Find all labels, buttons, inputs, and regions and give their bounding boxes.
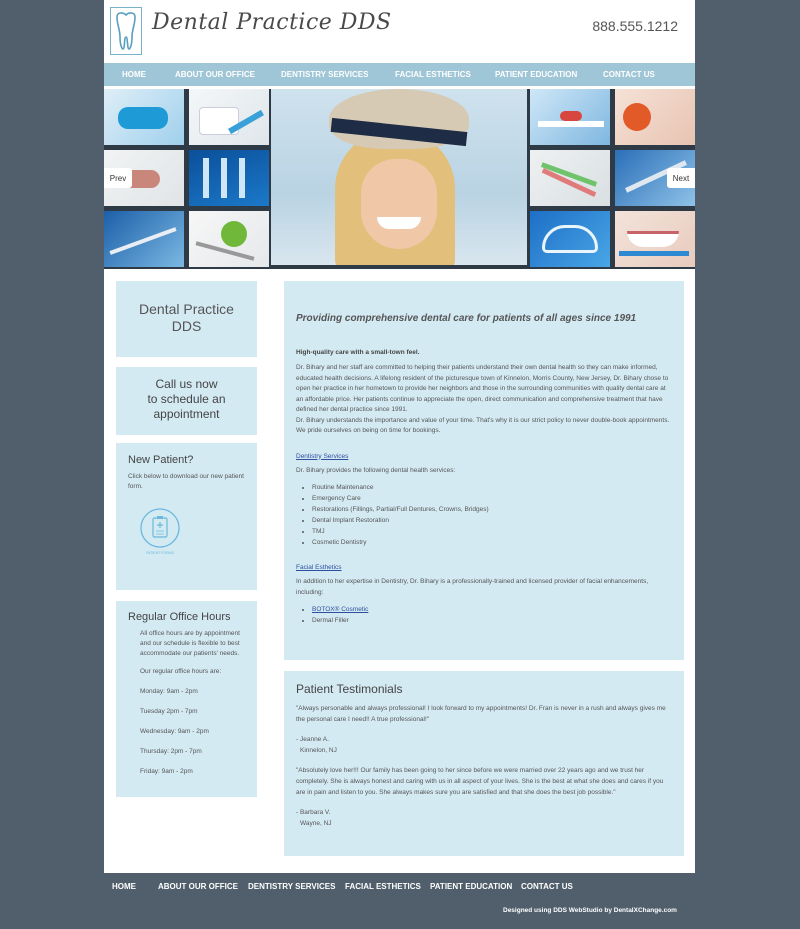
facial-intro: In addition to her expertise in Dentistry, Dr. Bihary is a professionally-trained and licensed provider of facial enhancements, including: [296, 578, 649, 596]
services-list [312, 482, 672, 548]
footer-nav-dentistry-services[interactable]: DENTISTRY SERVICES [248, 882, 336, 891]
main-paragraph-1: Dr. Bihary and her staff are committed to helping their patients understand their own dental health so they can make informed, educated health decisions. A lifelong resident of the picturesque town of Kinnelon, Morris County, New Jersey, Dr. Bihary chose to open her practice in her hometown to provide her neighbors and those in the surrounding communities with quality dental care at an affordable price. Her patients continue to appreciate the open, direct communication and comprehensive treatment that have defined her dental practice since 1991. [296, 364, 669, 413]
slider-next-button[interactable]: Next [667, 168, 695, 188]
list-item: • Dental Implant Restoration [312, 515, 672, 526]
office-hours-intro: All office hours are by appointment and our schedule is flexible to best accommodate our patients' needs. [140, 630, 240, 657]
footer-credit[interactable]: Designed using DDS WebStudio by DentalXChange.com [503, 907, 677, 914]
call-line3: appointment [153, 407, 220, 421]
list-item: • TMJ [312, 526, 672, 537]
testimonials-heading: Patient Testimonials [296, 682, 403, 696]
testimonial-quote-2: "Absolutely love her!!! Our family has been going to her since before we were married over 22 years ago and we trust her completely. She is always honest and caring with us in all aspect of your lives. She is the best at what she does and cares if you are in pain and listen to you. She always makes sure you are satisfied and that she does the best job possible." [296, 767, 664, 796]
hours-thursday: Thursday: 2pm - 7pm [140, 748, 202, 755]
facial-list [312, 604, 672, 626]
testimonials-section [284, 671, 684, 856]
smile-toothbrush-image [615, 211, 695, 267]
site-header [104, 0, 695, 62]
list-item: • Dermal Filler [312, 615, 672, 626]
patient-form-caption: PATIENT FORMS [146, 551, 174, 555]
footer-nav-contact-us[interactable]: CONTACT US [521, 882, 573, 891]
new-patient-box [116, 443, 257, 590]
testimonial-signature-2 [296, 807, 672, 829]
nav-facial-esthetics[interactable]: FACIAL ESTHETICS [395, 70, 471, 79]
new-patient-text: Click below to download our new patient form. [128, 473, 244, 490]
image-slider [104, 89, 695, 269]
aligner-image [530, 211, 610, 267]
new-patient-heading: New Patient? [128, 454, 194, 466]
facial-esthetics-link[interactable]: Facial Esthetics [296, 564, 342, 571]
call-to-schedule-box[interactable] [116, 367, 257, 435]
call-line2: to schedule an [147, 392, 226, 406]
dental-tools-image [104, 211, 184, 267]
floss-image [104, 89, 184, 145]
nav-contact-us[interactable]: CONTACT US [603, 70, 655, 79]
slider-prev-button[interactable]: Prev [104, 168, 132, 188]
main-subheading: High-quality care with a small-town feel. [296, 349, 420, 356]
hero-smiling-woman-image [271, 89, 527, 265]
footer-navigation [0, 880, 800, 894]
footer-nav-facial-esthetics[interactable]: FACIAL ESTHETICS [345, 882, 421, 891]
dentistry-intro: Dr. Bihary provides the following dental health services: [296, 466, 456, 474]
hours-friday: Friday: 9am - 2pm [140, 768, 193, 775]
apple-image [189, 211, 269, 267]
main-paragraph-2: Dr. Bihary understands the importance and value of your time. That's why it is our strict policy to never double-book appointments. We pride ourselves on being on time for bookings. [296, 416, 670, 434]
toothbrushes-image [189, 150, 269, 206]
toothpaste-brush-image [530, 89, 610, 145]
nav-home[interactable]: HOME [122, 70, 146, 79]
list-item [312, 604, 672, 615]
toothbrush-cup-image [189, 89, 269, 145]
testimonial-place-2: Wayne, NJ [300, 820, 332, 827]
site-title[interactable]: Dental Practice DDS [152, 10, 392, 35]
office-hours-label: Our regular office hours are: [140, 668, 222, 675]
office-hours-box [116, 601, 257, 797]
main-content [284, 281, 684, 660]
nav-dentistry-services[interactable]: DENTISTRY SERVICES [281, 70, 369, 79]
footer-nav-patient-education[interactable]: PATIENT EDUCATION [430, 882, 513, 891]
nav-about[interactable]: ABOUT OUR OFFICE [175, 70, 255, 79]
toothbrushes-white-image [530, 150, 610, 206]
practice-name-line2: DDS [171, 318, 202, 334]
nav-patient-education[interactable]: PATIENT EDUCATION [495, 70, 578, 79]
hours-tuesday: Tuesday 2pm - 7pm [140, 708, 198, 715]
hours-wednesday: Wednesday: 9am - 2pm [140, 728, 209, 735]
testimonial-name-2: - Barbara V. [296, 809, 331, 816]
patient-form-icon[interactable] [138, 508, 182, 556]
botox-link[interactable]: BOTOX® Cosmetic [312, 606, 369, 613]
testimonial-quote-1: "Always personable and always professional! I look forward to my appointments! Dr. Fran is never in a rush and always gives me the personal care I need!! A true professional!" [296, 705, 666, 723]
list-item: • Emergency Care [312, 493, 672, 504]
tooth-logo-icon[interactable] [110, 7, 142, 55]
footer-nav-home[interactable]: HOME [112, 882, 136, 891]
office-hours-heading: Regular Office Hours [128, 611, 231, 623]
hours-monday: Monday: 9am - 2pm [140, 688, 198, 695]
testimonial-name-1: - Jeanne A. [296, 736, 329, 743]
phone-number[interactable]: 888.555.1212 [592, 18, 678, 34]
page-container [104, 0, 695, 873]
testimonial-signature-1 [296, 734, 672, 756]
practice-name-box [116, 281, 257, 357]
list-item: • Restorations (Fillings, Partial/Full Dentures, Crowns, Bridges) [312, 504, 672, 515]
dentistry-services-link[interactable]: Dentistry Services [296, 452, 349, 460]
practice-name-line1: Dental Practice [139, 301, 234, 317]
testimonial-place-1: Kinnelon, NJ [300, 747, 337, 754]
woman-apple-image [615, 89, 695, 145]
footer-nav-about[interactable]: ABOUT OUR OFFICE [158, 882, 238, 891]
main-heading: Providing comprehensive dental care for patients of all ages since 1991 [296, 313, 637, 324]
call-line1: Call us now [155, 377, 218, 391]
main-navigation [104, 63, 695, 86]
list-item: • Routine Maintenance [312, 482, 672, 493]
list-item: • Cosmetic Dentistry [312, 537, 672, 548]
